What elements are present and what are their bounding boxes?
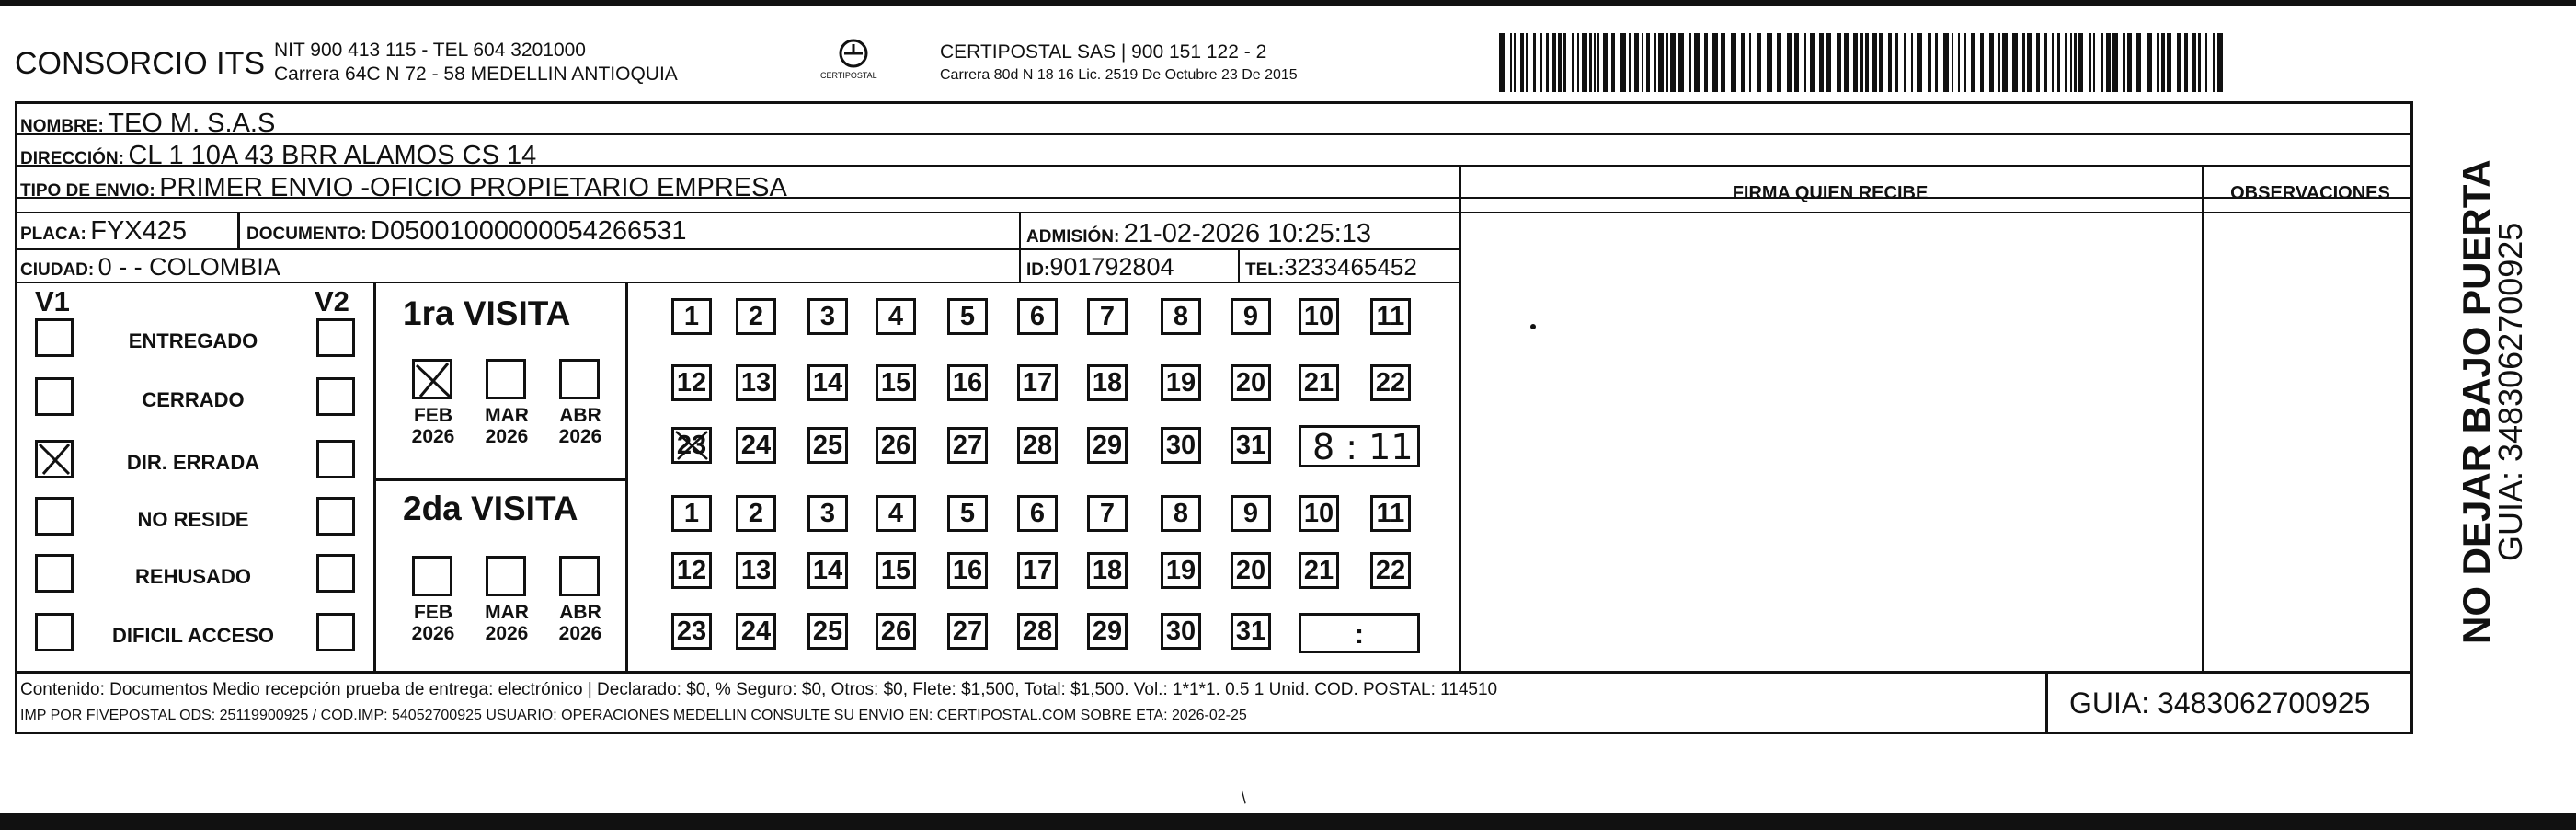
day-box[interactable]: 31 bbox=[1231, 613, 1271, 650]
id-value: 901792804 bbox=[1049, 253, 1174, 281]
day-box[interactable]: 19 bbox=[1161, 552, 1201, 589]
day-box[interactable]: 3 bbox=[807, 495, 848, 532]
month-label: FEB 2026 bbox=[411, 602, 455, 645]
month-label: ABR 2026 bbox=[558, 405, 602, 448]
v2-checkbox[interactable] bbox=[316, 497, 355, 536]
day-box[interactable]: 29 bbox=[1087, 613, 1128, 650]
v1-checkbox[interactable] bbox=[35, 613, 74, 651]
barcode bbox=[1497, 33, 2226, 94]
day-box[interactable]: 21 bbox=[1299, 364, 1339, 401]
day-box[interactable]: 10 bbox=[1299, 298, 1339, 335]
day-box[interactable]: 14 bbox=[807, 364, 848, 401]
month-checkbox[interactable] bbox=[412, 556, 452, 596]
v1-checkbox[interactable] bbox=[35, 440, 74, 478]
month-label: MAR 2026 bbox=[485, 405, 529, 448]
day-box[interactable]: 13 bbox=[736, 364, 776, 401]
day-box[interactable]: 18 bbox=[1087, 552, 1128, 589]
month-label: MAR 2026 bbox=[485, 602, 529, 645]
ink-dot bbox=[1530, 324, 1536, 329]
day-box[interactable]: 23 bbox=[671, 427, 712, 464]
day-box[interactable]: 20 bbox=[1231, 552, 1271, 589]
tipo-envio-value: PRIMER ENVIO -OFICIO PROPIETARIO EMPRESA bbox=[159, 173, 787, 202]
v2-checkbox[interactable] bbox=[316, 613, 355, 651]
day-box[interactable]: 29 bbox=[1087, 427, 1128, 464]
day-box[interactable]: 10 bbox=[1299, 495, 1339, 532]
status-label: ENTREGADO bbox=[128, 329, 258, 352]
day-box[interactable]: 5 bbox=[947, 495, 988, 532]
day-box[interactable]: 3 bbox=[807, 298, 848, 335]
observaciones-header: OBSERVACIONES bbox=[2230, 183, 2390, 203]
month-checkbox[interactable] bbox=[559, 359, 600, 399]
ciudad-value: 0 - - COLOMBIA bbox=[97, 253, 280, 281]
v2-checkbox[interactable] bbox=[316, 440, 355, 478]
second-visit-title: 2da VISITA bbox=[403, 490, 578, 527]
day-box[interactable]: 28 bbox=[1017, 613, 1058, 650]
day-box[interactable]: 26 bbox=[876, 427, 916, 464]
tel-label: TEL: bbox=[1245, 260, 1285, 280]
day-box[interactable]: 28 bbox=[1017, 427, 1058, 464]
day-box[interactable]: 4 bbox=[876, 495, 916, 532]
day-box[interactable]: 26 bbox=[876, 613, 916, 650]
nombre-value: TEO M. S.A.S bbox=[108, 109, 276, 138]
day-box[interactable]: 17 bbox=[1017, 364, 1058, 401]
firma-header: FIRMA QUIEN RECIBE bbox=[1732, 183, 1929, 203]
day-box[interactable]: 12 bbox=[671, 552, 712, 589]
documento-label: DOCUMENTO: bbox=[246, 225, 367, 244]
first-visit-title: 1ra VISITA bbox=[403, 294, 571, 332]
v1-checkbox[interactable] bbox=[35, 554, 74, 593]
pen-mark: / bbox=[1237, 789, 1251, 807]
company-nit: NIT 900 413 115 - TEL 604 3201000 bbox=[274, 40, 586, 61]
day-box[interactable]: 25 bbox=[807, 427, 848, 464]
placa-value: FYX425 bbox=[90, 216, 188, 246]
v2-checkbox[interactable] bbox=[316, 377, 355, 416]
month-checkbox[interactable] bbox=[486, 359, 526, 399]
day-box[interactable]: 6 bbox=[1017, 495, 1058, 532]
day-box[interactable]: 30 bbox=[1161, 427, 1201, 464]
day-box[interactable]: 2 bbox=[736, 495, 776, 532]
month-checkbox[interactable] bbox=[486, 556, 526, 596]
day-box[interactable]: 24 bbox=[736, 613, 776, 650]
v2-label: V2 bbox=[315, 285, 349, 317]
day-box[interactable]: 27 bbox=[947, 427, 988, 464]
day-box[interactable]: 21 bbox=[1299, 552, 1339, 589]
month-label: ABR 2026 bbox=[558, 602, 602, 645]
day-box[interactable]: 1 bbox=[671, 495, 712, 532]
month-checkbox[interactable] bbox=[559, 556, 600, 596]
status-label: NO RESIDE bbox=[137, 508, 249, 531]
v1-checkbox[interactable] bbox=[35, 497, 74, 536]
day-box[interactable]: 14 bbox=[807, 552, 848, 589]
courier-address: Carrera 80d N 18 16 Lic. 2519 De Octubre 23 De 2015 bbox=[940, 67, 1298, 83]
month-label: FEB 2026 bbox=[411, 405, 455, 448]
day-box[interactable]: 6 bbox=[1017, 298, 1058, 335]
v2-checkbox[interactable] bbox=[316, 318, 355, 357]
certipostal-logo: CERTIPOSTAL bbox=[817, 35, 890, 90]
company-name: CONSORCIO ITS bbox=[15, 46, 266, 81]
day-box[interactable]: 18 bbox=[1087, 364, 1128, 401]
placa-label: PLACA: bbox=[20, 225, 86, 244]
month-checkbox[interactable] bbox=[412, 359, 452, 399]
bottom-border bbox=[0, 813, 2576, 830]
day-box[interactable]: 11 bbox=[1370, 298, 1411, 335]
day-box[interactable]: 4 bbox=[876, 298, 916, 335]
documento-value: D05001000000054266531 bbox=[371, 216, 687, 246]
day-box[interactable]: 24 bbox=[736, 427, 776, 464]
top-border bbox=[0, 0, 2576, 6]
second-visit-time: : bbox=[1355, 619, 1364, 650]
footer-contenido: Contenido: Documentos Medio recepción prueba de entrega: electrónico | Declarado: $0, % Seguro: $0, Otros: $0, Flete: $1,500, Total: $1,500. Vol.: 1*1*1. 0.5 1 Unid. COD. POSTAL: 114510 bbox=[20, 680, 1498, 699]
day-box[interactable]: 22 bbox=[1370, 364, 1411, 401]
status-label: DIR. ERRADA bbox=[126, 451, 260, 474]
day-box[interactable]: 7 bbox=[1087, 298, 1128, 335]
v1-label: V1 bbox=[35, 285, 70, 317]
day-box[interactable]: 16 bbox=[947, 364, 988, 401]
first-visit-time: 8 : 11 bbox=[1312, 427, 1414, 467]
direccion-value: CL 1 10A 43 BRR ALAMOS CS 14 bbox=[128, 141, 537, 170]
footer-guia: GUIA: 3483062700925 bbox=[2069, 686, 2371, 720]
second-visit-time-box[interactable] bbox=[1299, 613, 1420, 653]
day-box[interactable]: 9 bbox=[1231, 495, 1271, 532]
day-box[interactable]: 11 bbox=[1370, 495, 1411, 532]
no-dejar-bajo-puerta: NO DEJAR BAJO PUERTA bbox=[2455, 159, 2498, 644]
day-box[interactable]: 16 bbox=[947, 552, 988, 589]
day-box[interactable]: 1 bbox=[671, 298, 712, 335]
v1-checkbox[interactable] bbox=[35, 377, 74, 416]
status-label: CERRADO bbox=[142, 388, 245, 411]
v2-checkbox[interactable] bbox=[316, 554, 355, 593]
tel-value: 3233465452 bbox=[1284, 253, 1417, 281]
company-address: Carrera 64C N 72 - 58 MEDELLIN ANTIOQUIA bbox=[274, 63, 678, 85]
day-box[interactable]: 17 bbox=[1017, 552, 1058, 589]
tipo-envio-label: TIPO DE ENVIO: bbox=[20, 181, 155, 201]
nombre-label: NOMBRE: bbox=[20, 117, 104, 136]
ciudad-label: CIUDAD: bbox=[20, 260, 95, 280]
direccion-label: DIRECCIÓN: bbox=[20, 149, 124, 168]
day-box[interactable]: 22 bbox=[1370, 552, 1411, 589]
day-box[interactable]: 30 bbox=[1161, 613, 1201, 650]
side-guia: GUIA: 3483062700925 bbox=[2491, 222, 2529, 561]
day-box[interactable]: 27 bbox=[947, 613, 988, 650]
first-visit-time-box[interactable] bbox=[1299, 425, 1420, 467]
day-box[interactable]: 7 bbox=[1087, 495, 1128, 532]
day-box[interactable]: 13 bbox=[736, 552, 776, 589]
day-box[interactable]: 9 bbox=[1231, 298, 1271, 335]
admision-label: ADMISIÓN: bbox=[1026, 227, 1120, 247]
day-box[interactable]: 15 bbox=[876, 552, 916, 589]
day-box[interactable]: 31 bbox=[1231, 427, 1271, 464]
day-box[interactable]: 23 bbox=[671, 613, 712, 650]
day-box[interactable]: 2 bbox=[736, 298, 776, 335]
admision-value: 21-02-2026 10:25:13 bbox=[1123, 219, 1372, 248]
day-box[interactable]: 20 bbox=[1231, 364, 1271, 401]
day-box[interactable]: 12 bbox=[671, 364, 712, 401]
day-box[interactable]: 5 bbox=[947, 298, 988, 335]
day-box[interactable]: 8 bbox=[1161, 298, 1201, 335]
day-box[interactable]: 15 bbox=[876, 364, 916, 401]
v1-checkbox[interactable] bbox=[35, 318, 74, 357]
status-label: REHUSADO bbox=[135, 565, 251, 588]
day-box[interactable]: 8 bbox=[1161, 495, 1201, 532]
day-box[interactable]: 25 bbox=[807, 613, 848, 650]
footer-impresion: IMP POR FIVEPOSTAL ODS: 25119900925 / COD.IMP: 54052700925 USUARIO: OPERACIONES MEDELLIN CONSULTE SU ENVIO EN: CERTIPOSTAL.COM SOBRE ETA: 2026-02-25 bbox=[20, 708, 1247, 723]
id-label: ID: bbox=[1026, 260, 1050, 280]
status-label: DIFICIL ACCESO bbox=[111, 624, 274, 647]
courier-nit: CERTIPOSTAL SAS | 900 151 122 - 2 bbox=[940, 41, 1267, 63]
day-box[interactable]: 19 bbox=[1161, 364, 1201, 401]
